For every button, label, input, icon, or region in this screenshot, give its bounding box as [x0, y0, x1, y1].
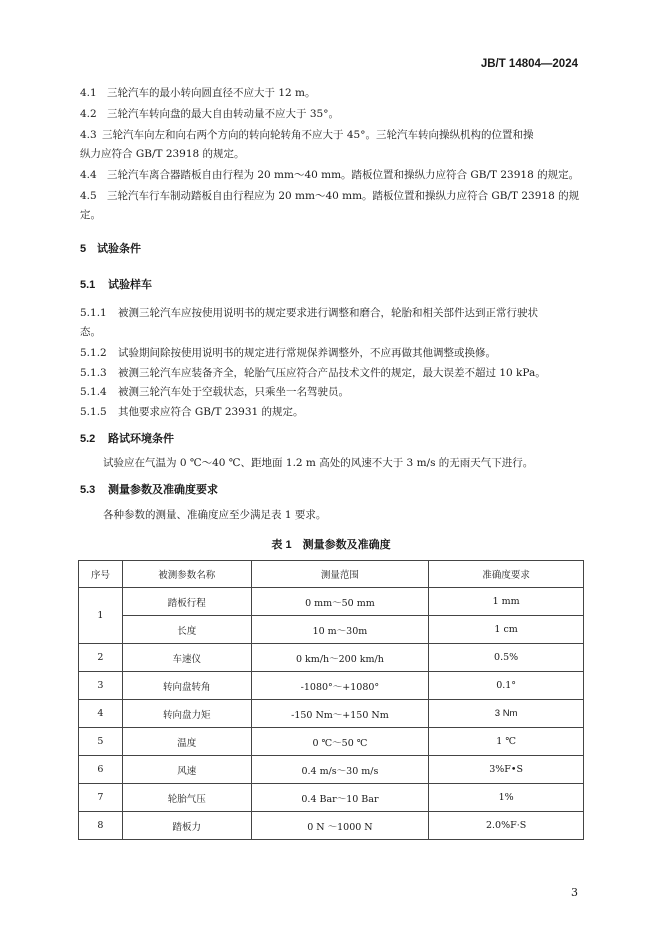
section-5-3-heading: 5.3 测量参数及准确度要求 [80, 484, 218, 496]
cell-accuracy: 1 ℃ [429, 728, 584, 756]
clause-4-4: 4.4 三轮汽车离合器踏板自由行程为 20 mm～40 mm。踏板位置和操纵力应符合 GB/T 23918 的规定。 [80, 169, 580, 181]
table-row [79, 672, 584, 700]
section-5-3-body: 各种参数的测量、准确度应至少满足表 1 要求。 [103, 509, 327, 521]
table-row [79, 644, 584, 672]
cell-no: 5 [79, 728, 123, 756]
cell-range: 0.4 Bar～10 Bar [251, 784, 429, 812]
cell-range: -150 Nm～+150 Nm [251, 700, 429, 728]
section-5-2-body: 试验应在气温为 0 ℃～40 ℃、距地面 1.2 m 高处的风速不大于 3 m/s 的无雨天气下进行。 [103, 457, 534, 469]
clause-5-1-1-cont: 态。 [80, 326, 101, 338]
cell-no: 1 [79, 588, 123, 644]
standard-number: JB/T 14804—2024 [480, 58, 578, 70]
clause-4-3-cont: 纵力应符合 GB/T 23918 的规定。 [80, 148, 245, 160]
cell-range: -1080°～+1080° [251, 672, 429, 700]
clause-4-5-cont: 定。 [80, 209, 101, 221]
table-row [79, 728, 584, 756]
cell-param: 转向盘力矩 [122, 700, 251, 728]
header-param: 被测参数名称 [122, 561, 251, 588]
section-5-2-heading: 5.2 路试环境条件 [80, 433, 174, 445]
table-row [79, 588, 584, 616]
table-header-row [79, 561, 584, 588]
clause-4-3: 4.3 三轮汽车向左和向右两个方向的转向轮转角不应大于 45°。三轮汽车转向操纵机构的位置和操 [80, 129, 534, 141]
cell-no: 2 [79, 644, 123, 672]
cell-accuracy: 2.0%F·S [429, 812, 584, 840]
cell-no: 3 [79, 672, 123, 700]
clause-5-1-2: 5.1.2 试验期间除按使用说明书的规定进行常规保养调整外，不应再做其他调整或换修。 [80, 347, 496, 359]
section-5-1-heading: 5.1 试验样车 [80, 279, 152, 291]
cell-accuracy: 0.1° [429, 672, 584, 700]
clause-5-1-1: 5.1.1 被测三轮汽车应按使用说明书的规定要求进行调整和磨合，轮胎和相关部件达到正常行驶状 [80, 307, 538, 319]
cell-range: 0 N ～1000 N [251, 812, 429, 840]
cell-accuracy: 1 mm [429, 588, 584, 616]
table-row [79, 756, 584, 784]
clause-4-5: 4.5 三轮汽车行车制动踏板自由行程应为 20 mm～40 mm。踏板位置和操纵力应符合 GB/T 23918 的规 [80, 190, 580, 202]
cell-param: 踏板力 [122, 812, 251, 840]
cell-param: 踏板行程 [122, 588, 251, 616]
cell-range: 0 mm～50 mm [251, 588, 429, 616]
table-row [79, 812, 584, 840]
cell-accuracy: 3%F•S [429, 756, 584, 784]
cell-param: 风速 [122, 756, 251, 784]
clause-5-1-3: 5.1.3 被测三轮汽车应装备齐全，轮胎气压应符合产品技术文件的规定，最大误差不超过 10 kPa。 [80, 367, 546, 379]
table-row [79, 700, 584, 728]
cell-accuracy: 0.5% [429, 644, 584, 672]
cell-param: 转向盘转角 [122, 672, 251, 700]
table-1 [78, 560, 584, 840]
cell-no: 7 [79, 784, 123, 812]
cell-param: 温度 [122, 728, 251, 756]
clause-4-2: 4.2 三轮汽车转向盘的最大自由转动量不应大于 35°。 [80, 108, 339, 120]
cell-range: 0 km/h～200 km/h [251, 644, 429, 672]
header-accuracy: 准确度要求 [429, 561, 584, 588]
cell-param: 车速仪 [122, 644, 251, 672]
cell-no: 4 [79, 700, 123, 728]
header-no: 序号 [79, 561, 123, 588]
cell-accuracy: 1% [429, 784, 584, 812]
clause-4-1: 4.1 三轮汽车的最小转向圆直径不应大于 12 m。 [80, 87, 316, 99]
section-5-heading: 5 试验条件 [80, 243, 141, 255]
cell-accuracy: 1 cm [429, 616, 584, 644]
table-1-caption: 表 1 测量参数及准确度 [271, 539, 391, 551]
cell-no: 6 [79, 756, 123, 784]
cell-accuracy: 3 Nm [429, 700, 584, 728]
cell-range: 0 ℃～50 ℃ [251, 728, 429, 756]
clause-5-1-5: 5.1.5 其他要求应符合 GB/T 23931 的规定。 [80, 406, 304, 418]
cell-param: 轮胎气压 [122, 784, 251, 812]
table-row [79, 784, 584, 812]
cell-range: 10 m～30m [251, 616, 429, 644]
cell-no: 8 [79, 812, 123, 840]
header-range: 测量范围 [251, 561, 429, 588]
cell-range: 0.4 m/s～30 m/s [251, 756, 429, 784]
clause-5-1-4: 5.1.4 被测三轮汽车处于空载状态，只乘坐一名驾驶员。 [80, 386, 349, 398]
cell-param: 长度 [122, 616, 251, 644]
table-row [79, 616, 584, 644]
page-number: 3 [571, 886, 578, 899]
